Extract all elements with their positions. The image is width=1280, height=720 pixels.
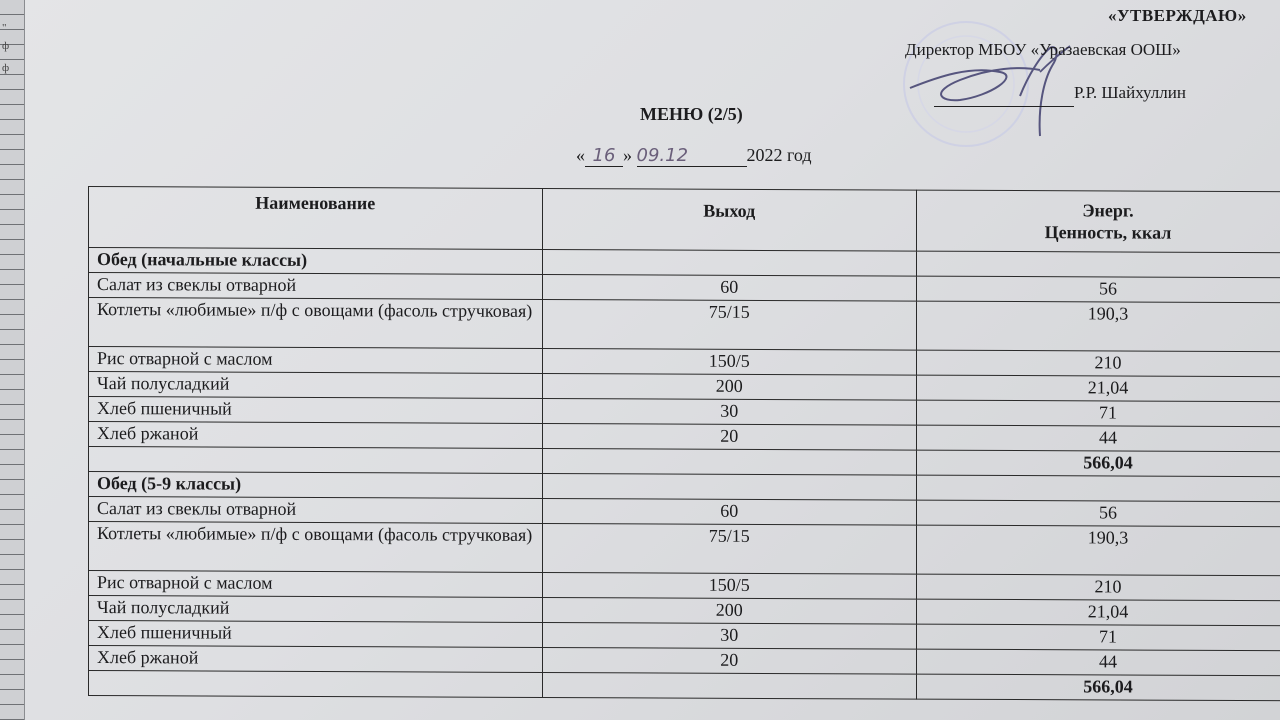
dish-energy: 210 (916, 574, 1280, 601)
section-title: Обед (5-9 классы) (89, 472, 543, 499)
table-row (89, 298, 1280, 352)
dish-energy: 21,04 (916, 599, 1280, 626)
total-row (89, 671, 1280, 701)
dish-name: Чай полусладкий (89, 596, 543, 623)
header-output: Выход (542, 188, 916, 251)
dish-energy: 44 (916, 425, 1280, 452)
menu-document (30, 0, 1280, 720)
dish-energy: 190,3 (916, 301, 1280, 352)
binder-mark: " (2, 22, 7, 34)
dish-output: 60 (542, 498, 916, 525)
dish-name: Салат из свеклы отварной (89, 497, 543, 524)
dish-output: 20 (542, 647, 916, 674)
dish-output: 150/5 (542, 572, 916, 599)
dish-output: 200 (542, 373, 916, 400)
dish-output: 200 (542, 597, 916, 624)
signature-blank (934, 88, 1074, 107)
page-title: МЕНЮ (2/5) (640, 104, 743, 124)
dish-energy: 21,04 (916, 375, 1280, 402)
binder-mark: ф (2, 40, 10, 52)
dish-output: 30 (542, 398, 916, 425)
date-day: 16 (585, 145, 623, 167)
dish-output: 30 (542, 622, 916, 649)
empty-cell (916, 475, 1280, 502)
date-open-quote: « (576, 145, 585, 165)
header-energy-line1: Энерг. (1082, 200, 1134, 221)
dish-energy: 190,3 (916, 525, 1280, 576)
dish-name: Рис отварной с маслом (89, 571, 543, 598)
empty-cell (89, 447, 543, 474)
date-close-quote: » (623, 145, 637, 165)
empty-cell (89, 671, 543, 698)
dish-name: Салат из свеклы отварной (89, 273, 543, 300)
menu-date (576, 145, 812, 167)
header-name: Наименование (89, 187, 543, 250)
dish-energy: 56 (916, 276, 1280, 303)
dish-name: Чай полусладкий (89, 372, 543, 399)
empty-cell (542, 249, 916, 276)
date-year: 2022 год (746, 145, 812, 165)
dish-energy: 56 (916, 500, 1280, 527)
dish-name: Хлеб пшеничный (89, 397, 543, 424)
empty-cell (542, 672, 916, 699)
table-header-row (89, 187, 1280, 253)
dish-energy: 210 (916, 350, 1280, 377)
signature-line (934, 79, 1186, 107)
dish-name: Хлеб ржаной (89, 646, 543, 673)
dish-energy: 44 (916, 649, 1280, 676)
total-energy: 566,04 (916, 674, 1280, 701)
total-energy: 566,04 (916, 450, 1280, 477)
dish-energy: 71 (916, 624, 1280, 651)
dish-output: 60 (542, 274, 916, 301)
signatory-name: Р.Р. Шайхуллин (1074, 83, 1186, 102)
dish-output: 150/5 (542, 348, 916, 375)
dish-name: Рис отварной с маслом (89, 347, 543, 374)
date-month: 09.12 (637, 145, 747, 167)
dish-output: 75/15 (542, 523, 916, 574)
binder-edge (0, 0, 25, 720)
menu-table (88, 186, 1280, 701)
empty-cell (542, 473, 916, 500)
dish-name: Котлеты «любимые» п/ф с овощами (фасоль стручковая) (89, 298, 543, 349)
approval-heading: «УТВЕРЖДАЮ» (1108, 6, 1247, 25)
table-row (89, 522, 1280, 576)
section-title: Обед (начальные классы) (89, 248, 543, 275)
dish-output: 75/15 (542, 299, 916, 350)
dish-energy: 71 (916, 400, 1280, 427)
dish-name: Котлеты «любимые» п/ф с овощами (фасоль стручковая) (89, 522, 543, 573)
director-title: Директор МБОУ «Уразаевская ООШ» (905, 40, 1181, 59)
empty-cell (542, 448, 916, 475)
dish-output: 20 (542, 423, 916, 450)
empty-cell (916, 251, 1280, 278)
binder-mark: ф (2, 62, 10, 74)
dish-name: Хлеб пшеничный (89, 621, 543, 648)
header-energy (916, 190, 1280, 253)
dish-name: Хлеб ржаной (89, 422, 543, 449)
header-energy-line2: Ценность, ккал (1044, 222, 1172, 243)
